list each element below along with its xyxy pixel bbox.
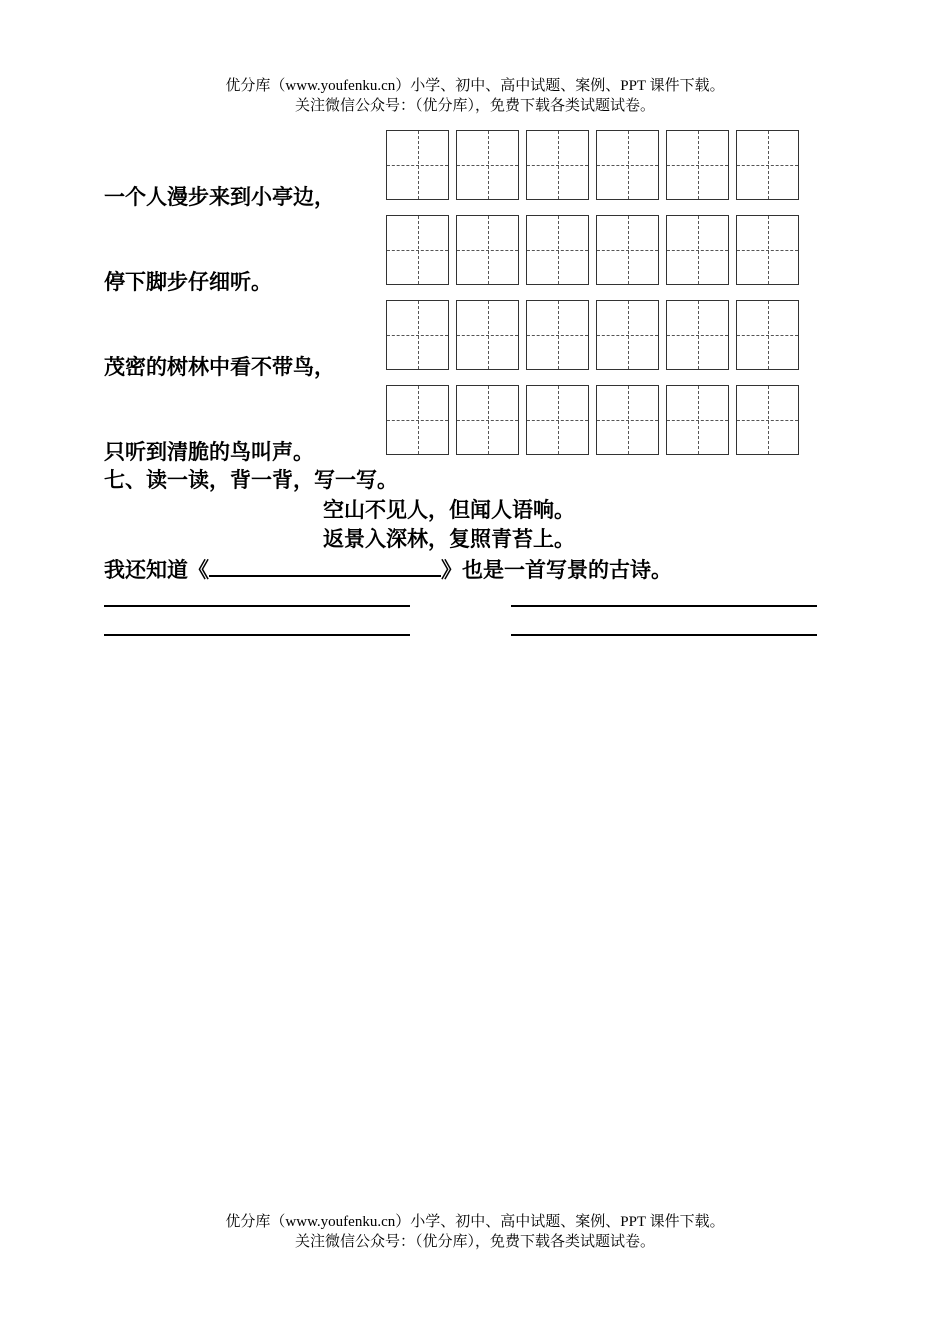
writing-cell[interactable] — [526, 385, 589, 455]
writing-cell[interactable] — [596, 300, 659, 370]
writing-cell[interactable] — [386, 215, 449, 285]
writing-cell[interactable] — [596, 215, 659, 285]
verse-line-1: 空山不见人，但闻人语响。 — [323, 497, 575, 522]
page-footer — [0, 1212, 950, 1252]
writing-cell[interactable] — [386, 385, 449, 455]
poem-title-blank[interactable] — [209, 555, 441, 577]
prompt-before: 我还知道《 — [104, 557, 209, 582]
writing-cell[interactable] — [386, 130, 449, 200]
writing-grid-row-4 — [386, 385, 806, 455]
header-line-1: 优分库（www.youfenku.cn）小学、初中、高中试题、案例、PPT 课件下载。 — [225, 78, 725, 94]
writing-cell[interactable] — [456, 130, 519, 200]
writing-cell[interactable] — [736, 130, 799, 200]
poem-line-3: 茂密的树林中看不带鸟， — [104, 354, 335, 379]
writing-cell[interactable] — [526, 300, 589, 370]
writing-cell[interactable] — [526, 130, 589, 200]
writing-grid-row-1 — [386, 130, 806, 200]
writing-grid-row-3 — [386, 300, 806, 370]
footer-line-1: 优分库（www.youfenku.cn）小学、初中、高中试题、案例、PPT 课件下载。 — [225, 1214, 725, 1230]
poem-line-4: 只听到清脆的鸟叫声。 — [104, 439, 314, 464]
writing-cell[interactable] — [736, 385, 799, 455]
prompt-after: 》也是一首写景的古诗。 — [441, 557, 672, 582]
writing-cell[interactable] — [666, 385, 729, 455]
writing-cell[interactable] — [456, 215, 519, 285]
writing-cell[interactable] — [736, 215, 799, 285]
answer-line-1[interactable] — [104, 605, 410, 607]
verse-line-2: 返景入深林，复照青苔上。 — [323, 526, 575, 551]
writing-cell[interactable] — [596, 130, 659, 200]
writing-cell[interactable] — [526, 215, 589, 285]
poem-title-prompt — [104, 555, 672, 583]
section-7-title: 七、读一读，背一背，写一写。 — [104, 467, 398, 492]
answer-line-2[interactable] — [511, 605, 817, 607]
answer-line-4[interactable] — [511, 634, 817, 636]
writing-cell[interactable] — [456, 300, 519, 370]
footer-line-2: 关注微信公众号：（优分库），免费下载各类试题试卷。 — [294, 1234, 655, 1250]
poem-line-2: 停下脚步仔细听。 — [104, 269, 272, 294]
writing-cell[interactable] — [596, 385, 659, 455]
writing-cell[interactable] — [456, 385, 519, 455]
writing-cell[interactable] — [736, 300, 799, 370]
writing-cell[interactable] — [386, 300, 449, 370]
page-header — [0, 76, 950, 116]
writing-cell[interactable] — [666, 130, 729, 200]
writing-cell[interactable] — [666, 300, 729, 370]
writing-cell[interactable] — [666, 215, 729, 285]
writing-grid-row-2 — [386, 215, 806, 285]
answer-line-3[interactable] — [104, 634, 410, 636]
poem-line-1: 一个人漫步来到小亭边， — [104, 184, 335, 209]
header-line-2: 关注微信公众号：（优分库），免费下载各类试题试卷。 — [294, 98, 655, 114]
